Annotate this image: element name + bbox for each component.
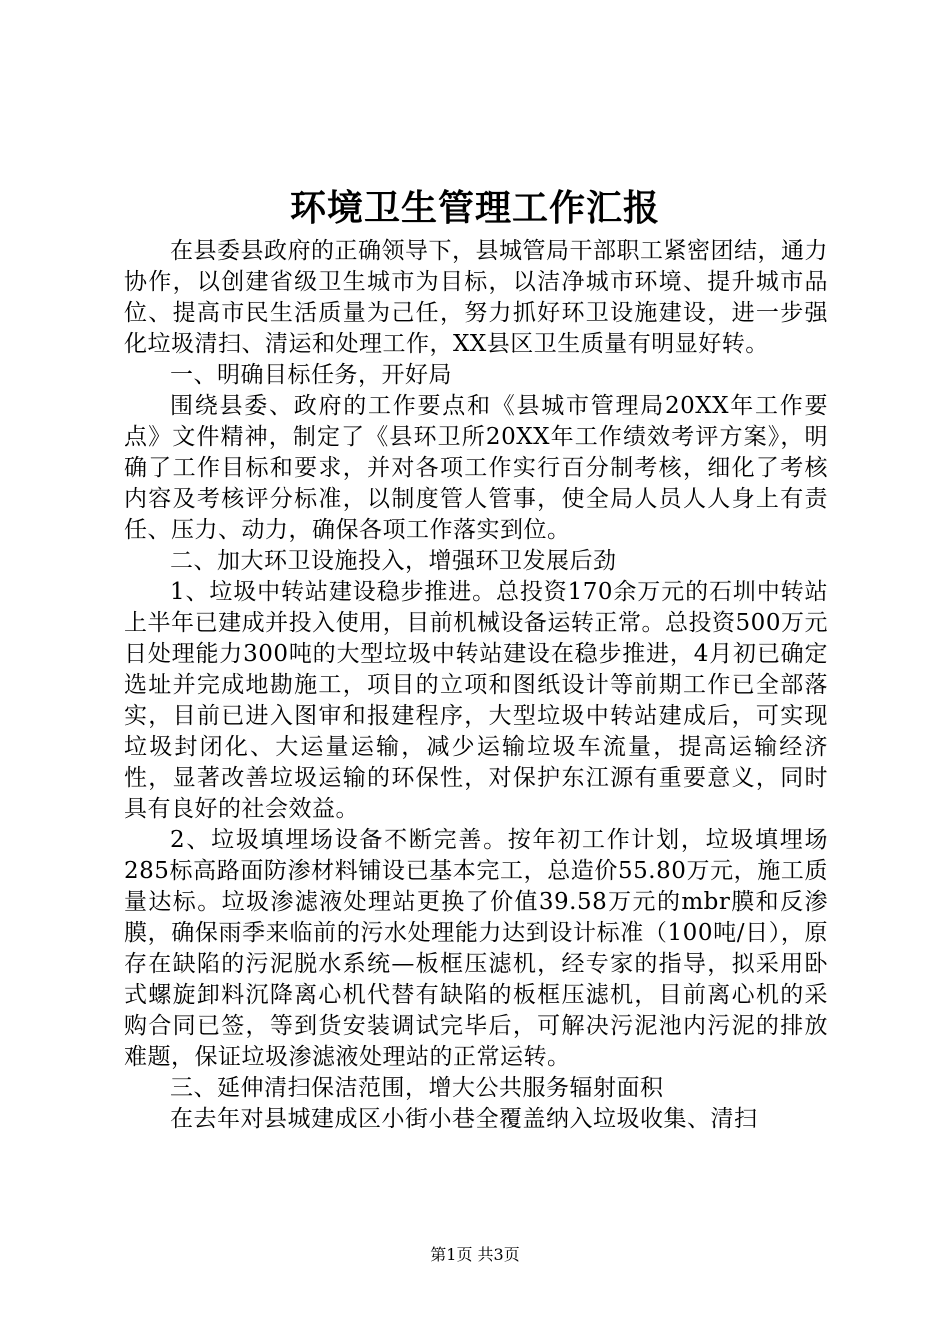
- paragraph-section-3: 在去年对县城建成区小街小巷全覆盖纳入垃圾收集、清扫: [170, 1106, 758, 1132]
- paragraph-landfill: 2、垃圾填埋场设备不断完善。按年初工作计划，垃圾填埋场285标高路面防渗材料铺设已基本完工，总造价55.80万元，施工质量达标。垃圾渗滤液处理站更换了价值39.58万元的mbr膜和反渗膜，确保雨季来临前的污水处理能力达到设计标准（100吨/日），原存在缺陷的污泥脱水系统—板框压滤机，经专家的指导，拟采用卧式螺旋卸料沉降离心机代替有缺陷的板框压滤机，目前离心机的采购合同已签，等到货安装调试完毕后，可解决污泥池内污泥的排放难题，保证垃圾渗滤液处理站的正常运转。: [124, 827, 828, 1070]
- page-footer: 第1页 共3页: [430, 1245, 520, 1264]
- section-heading-2: 二、加大环卫设施投入，增强环卫发展后劲: [170, 548, 617, 574]
- section-heading-3: 三、延伸清扫保洁范围，增大公共服务辐射面积: [170, 1075, 664, 1101]
- paragraph-section-1: 围绕县委、政府的工作要点和《县城市管理局20XX年工作要点》文件精神，制定了《县环卫所20XX年工作绩效考评方案》，明确了工作目标和要求，并对各项工作实行百分制考核，细化了考核内容及考核评分标准，以制度管人管事，使全局人员人人身上有责任、压力、动力，确保各项工作落实到位。: [124, 393, 828, 543]
- paragraph-transfer-station: 1、垃圾中转站建设稳步推进。总投资170余万元的石圳中转站上半年已建成并投入使用，目前机械设备运转正常。总投资500万元日处理能力300吨的大型垃圾中转站建设在稳步推进，4月初已确定选址并完成地勘施工，项目的立项和图纸设计等前期工作已全部落实，目前已进入图审和报建程序，大型垃圾中转站建成后，可实现垃圾封闭化、大运量运输，减少运输垃圾车流量，提高运输经济性，显著改善垃圾运输的环保性，对保护东江源有重要意义，同时具有良好的社会效益。: [124, 579, 828, 822]
- section-heading-1: 一、明确目标任务，开好局: [170, 362, 452, 388]
- document-title: 环境卫生管理工作汇报: [289, 187, 660, 229]
- document-body: [124, 236, 828, 1135]
- paragraph-intro: 在县委县政府的正确领导下，县城管局干部职工紧密团结，通力协作，以创建省级卫生城市为目标，以洁净城市环境、提升城市品位、提高市民生活质量为己任，努力抓好环卫设施建设，进一步强化垃圾清扫、清运和处理工作，XX县区卫生质量有明显好转。: [124, 238, 828, 357]
